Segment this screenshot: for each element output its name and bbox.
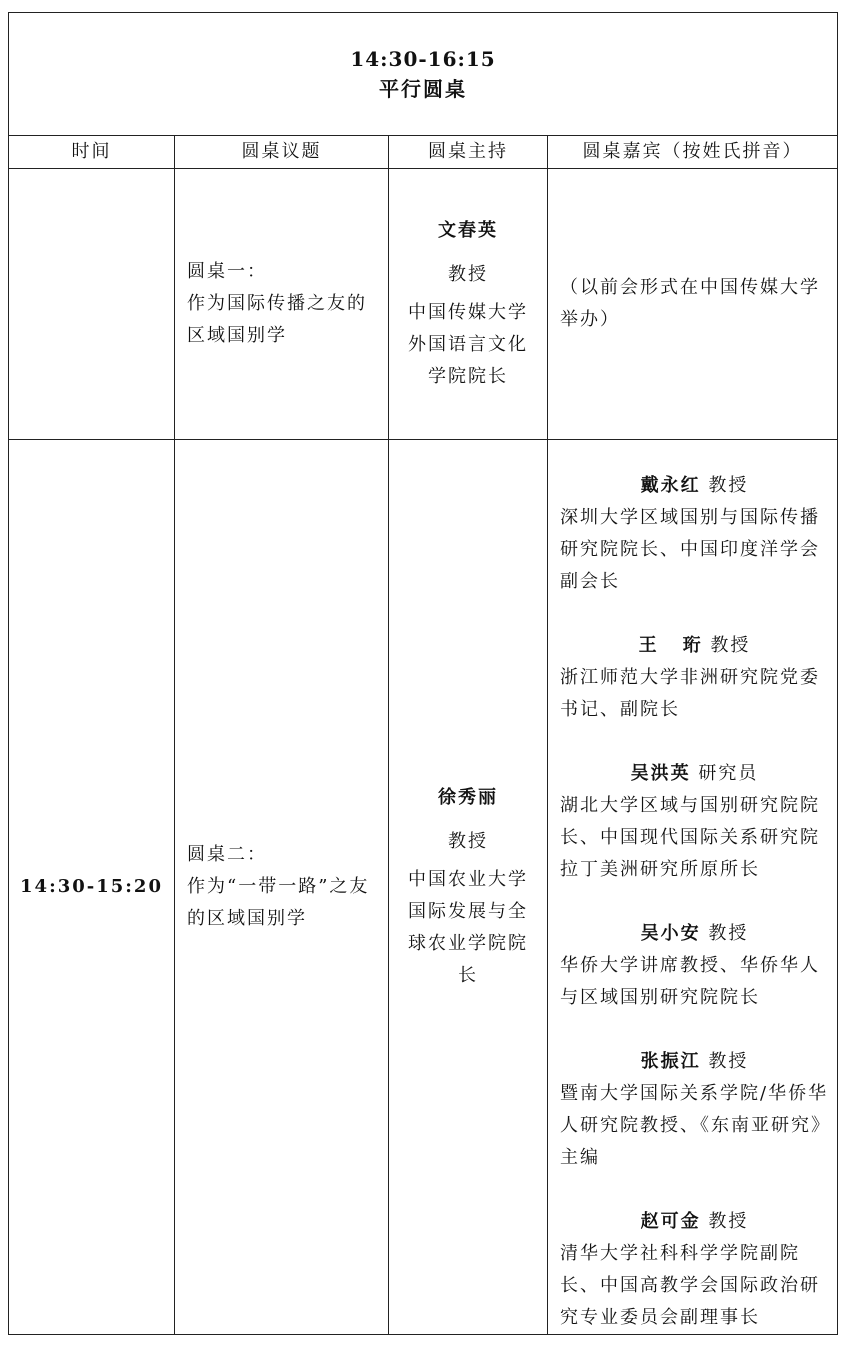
- title-row: [9, 13, 838, 136]
- host-title: 教授: [448, 831, 488, 852]
- title-cell: [9, 13, 838, 136]
- guest-name-part: 王: [638, 635, 659, 656]
- guest-affiliation: 浙江师范大学非洲研究院党委书记、副院长: [560, 667, 820, 720]
- guest-entry: [560, 470, 829, 598]
- guest-name-part: 珩: [682, 635, 703, 656]
- row-host: [389, 440, 548, 1335]
- guest-entry: [560, 758, 829, 886]
- guest-name: 张振江: [640, 1051, 701, 1072]
- guest-entry: [560, 918, 829, 1014]
- guest-name: 戴永红: [640, 475, 701, 496]
- column-header-guests: 圆桌嘉宾（按姓氏拼音）: [548, 136, 838, 169]
- guest-name: 赵可金: [640, 1211, 701, 1232]
- host-affiliation: 中国传媒大学外国语言文化学院院长: [408, 302, 528, 387]
- guest-list: [560, 440, 829, 1334]
- column-header-time: 时间: [9, 136, 175, 169]
- host-title: 教授: [448, 264, 488, 285]
- row-host: [389, 169, 548, 440]
- row-topic: [175, 169, 389, 440]
- topic-label: 圆桌一：: [187, 261, 267, 282]
- table-row: [9, 169, 838, 440]
- row-time: 14:30-15:20: [9, 440, 175, 1335]
- row-time: [9, 169, 175, 440]
- guest-affiliation: 暨南大学国际关系学院/华侨华人研究院教授、《东南亚研究》主编: [560, 1083, 829, 1168]
- guest-title: 研究员: [698, 763, 759, 784]
- host-affiliation: 中国农业大学国际发展与全球农业学院院长: [408, 869, 528, 986]
- guest-title: 教授: [708, 1051, 749, 1072]
- guest-title: 教授: [708, 923, 749, 944]
- row-guests: [548, 169, 838, 440]
- row-guests: [548, 440, 838, 1335]
- session-time: 14:30-16:15: [350, 47, 496, 71]
- topic-text: 作为国际传播之友的区域国别学: [187, 293, 367, 346]
- guest-entry: [560, 1046, 829, 1174]
- topic-text: 作为“一带一路”之友的区域国别学: [187, 876, 370, 929]
- session-title: 平行圆桌: [379, 77, 468, 101]
- guests-note: （以前会形式在中国传媒大学举办）: [560, 277, 820, 330]
- header-row: [9, 136, 838, 169]
- guest-name: [639, 635, 703, 656]
- column-header-host: 圆桌主持: [389, 136, 548, 169]
- guest-affiliation: 清华大学社科科学学院副院长、中国高教学会国际政治研究专业委员会副理事长: [560, 1243, 820, 1328]
- guest-title: 教授: [708, 1211, 749, 1232]
- guest-title: 教授: [710, 635, 751, 656]
- guest-name: 吴小安: [640, 923, 701, 944]
- guest-title: 教授: [708, 475, 749, 496]
- schedule-table: [8, 12, 838, 1335]
- topic-label: 圆桌二：: [187, 844, 267, 865]
- guest-affiliation: 华侨大学讲席教授、华侨华人与区域国别研究院院长: [560, 955, 820, 1008]
- guest-name: 吴洪英: [630, 763, 691, 784]
- table-row: [9, 440, 838, 1335]
- host-name: 文春英: [438, 220, 498, 241]
- guest-affiliation: 深圳大学区域国别与国际传播研究院院长、中国印度洋学会副会长: [560, 507, 820, 592]
- host-name: 徐秀丽: [438, 787, 498, 808]
- guest-entry: [560, 630, 829, 726]
- guest-affiliation: 湖北大学区域与国别研究院院长、中国现代国际关系研究院拉丁美洲研究所原所长: [560, 795, 820, 880]
- column-header-topic: 圆桌议题: [175, 136, 389, 169]
- row-topic: [175, 440, 389, 1335]
- guest-entry: [560, 1206, 829, 1334]
